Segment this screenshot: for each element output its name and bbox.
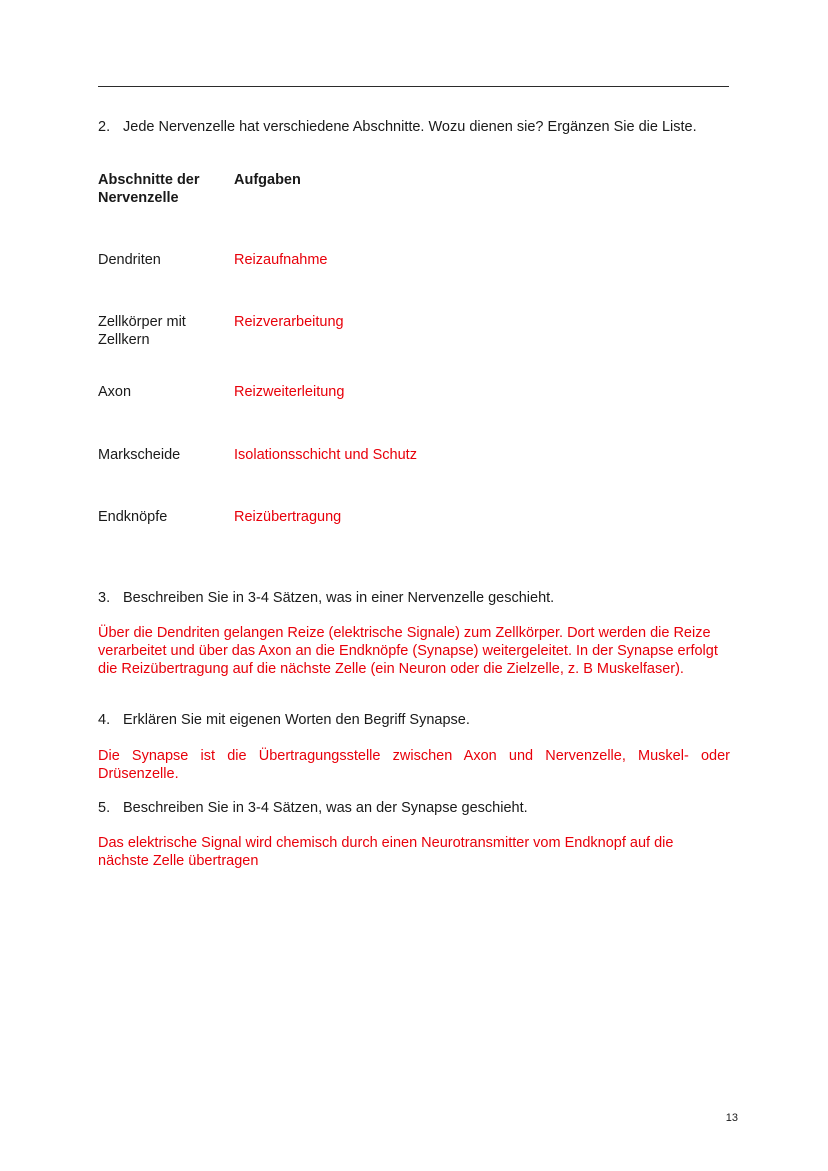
question-number: 5. [98, 800, 111, 816]
question-text: Jede Nervenzelle hat verschiedene Abschnitte. Wozu dienen sie? Ergänzen Sie die Liste. [123, 119, 697, 135]
answer-5: Das elektrische Signal wird chemisch durch einen Neurotransmitter vom Endknopf auf die nächste Zelle übertragen [98, 835, 674, 869]
table-cell-section: Endknöpfe [98, 509, 168, 525]
question-3 [98, 589, 730, 607]
question-number: 2. [98, 119, 111, 135]
answer-4: Die Synapse ist die Übertragungsstelle zwischen Axon und Nervenzelle, Muskel- oder Drüsenzelle. [98, 748, 730, 782]
table-cell-task: Reizweiterleitung [234, 384, 345, 400]
answer-3: Über die Dendriten gelangen Reize (elektrische Signale) zum Zellkörper. Dort werden die Reize verarbeitet und über das Axon an die Endknöpfe (Synapse) weitergeleitet. In der Synapse erfolgt die Reizübertragung auf die nächste Zelle (ein Neuron oder die Zielzelle, z. B Muskelfaser). [98, 625, 718, 677]
question-text: Beschreiben Sie in 3-4 Sätzen, was an der Synapse geschieht. [123, 800, 528, 816]
question-text: Beschreiben Sie in 3-4 Sätzen, was in einer Nervenzelle geschieht. [123, 590, 555, 606]
question-2 [98, 118, 730, 136]
table-cell-task: Reizverarbeitung [234, 314, 344, 330]
table-cell-task: Isolationsschicht und Schutz [234, 447, 417, 463]
question-number: 4. [98, 712, 111, 728]
table-header-tasks: Aufgaben [234, 172, 301, 188]
table-header-sections: Abschnitte der Nervenzelle [98, 172, 200, 206]
header-rule [98, 86, 729, 87]
page-number: 13 [725, 1112, 738, 1124]
question-number: 3. [98, 590, 111, 606]
table-cell-section: Zellkörper mit Zellkern [98, 314, 186, 348]
table-cell-section: Markscheide [98, 447, 181, 463]
table-cell-section: Axon [98, 384, 132, 400]
table-cell-section: Dendriten [98, 252, 161, 268]
question-5 [98, 799, 730, 817]
table-cell-task: Reizaufnahme [234, 252, 328, 268]
question-text: Erklären Sie mit eigenen Worten den Begriff Synapse. [123, 712, 470, 728]
question-4 [98, 711, 730, 729]
table-cell-task: Reizübertragung [234, 509, 342, 525]
